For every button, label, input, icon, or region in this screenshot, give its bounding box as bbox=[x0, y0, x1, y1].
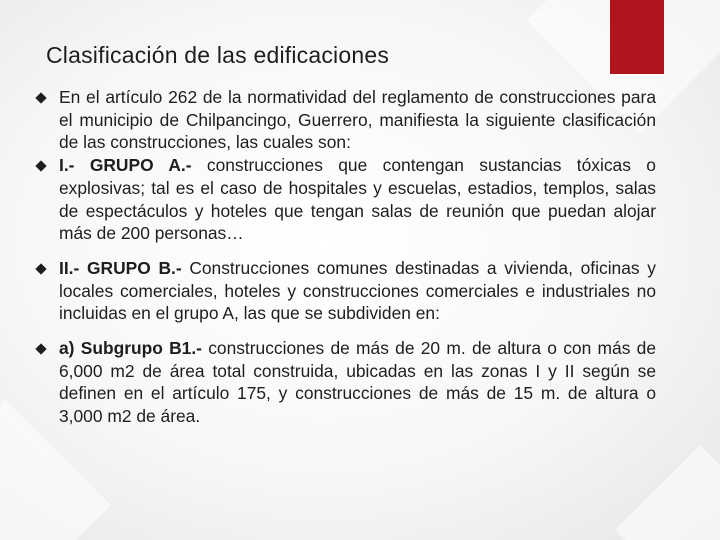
bullet-item bbox=[36, 337, 656, 428]
bullet-lead: a) Subgrupo B1.- bbox=[59, 338, 202, 359]
bullet-text: construcciones de más de 20 m. de altura o con más de 6,000 m2 de área total construida, ubicadas en las zonas I y II según se definen en el artículo 175, y construcciones de más de 15 m. de altura o 3,000 m2 de área. bbox=[59, 338, 656, 427]
background-decoration bbox=[615, 445, 720, 540]
bullet-text: Construcciones comunes destinadas a vivienda, oficinas y locales comerciales, hoteles y construcciones comerciales e industriales no incluidas en el grupo A, las que se subdividen en: bbox=[59, 257, 656, 324]
slide-title: Clasificación de las edificaciones bbox=[46, 42, 390, 68]
bullet-item bbox=[36, 154, 656, 245]
diamond-bullet-icon bbox=[36, 344, 47, 355]
bullet-lead: I.- GRUPO A.- bbox=[59, 155, 192, 176]
bullet-lead: II.- GRUPO B.- bbox=[59, 257, 182, 278]
bullet-list bbox=[36, 86, 656, 428]
bullet-item bbox=[36, 86, 656, 154]
bullet-text: construcciones que contengan sustancias tóxicas o explosivas; tal es el caso de hospitales y escuelas, estadios, templos, salas de espectáculos y hoteles que tengan salas de reunión que puedan alojar más de 200 personas… bbox=[59, 155, 656, 244]
diamond-bullet-icon bbox=[36, 161, 47, 172]
diamond-bullet-icon bbox=[36, 264, 47, 275]
accent-bar bbox=[610, 0, 664, 74]
diamond-bullet-icon bbox=[36, 93, 47, 104]
bullet-text: En el artículo 262 de la normatividad del reglamento de construcciones para el municipio de Chilpancingo, Guerrero, manifiesta la siguiente clasificación de las construcciones, las cuales son: bbox=[59, 87, 656, 153]
bullet-item bbox=[36, 257, 656, 325]
